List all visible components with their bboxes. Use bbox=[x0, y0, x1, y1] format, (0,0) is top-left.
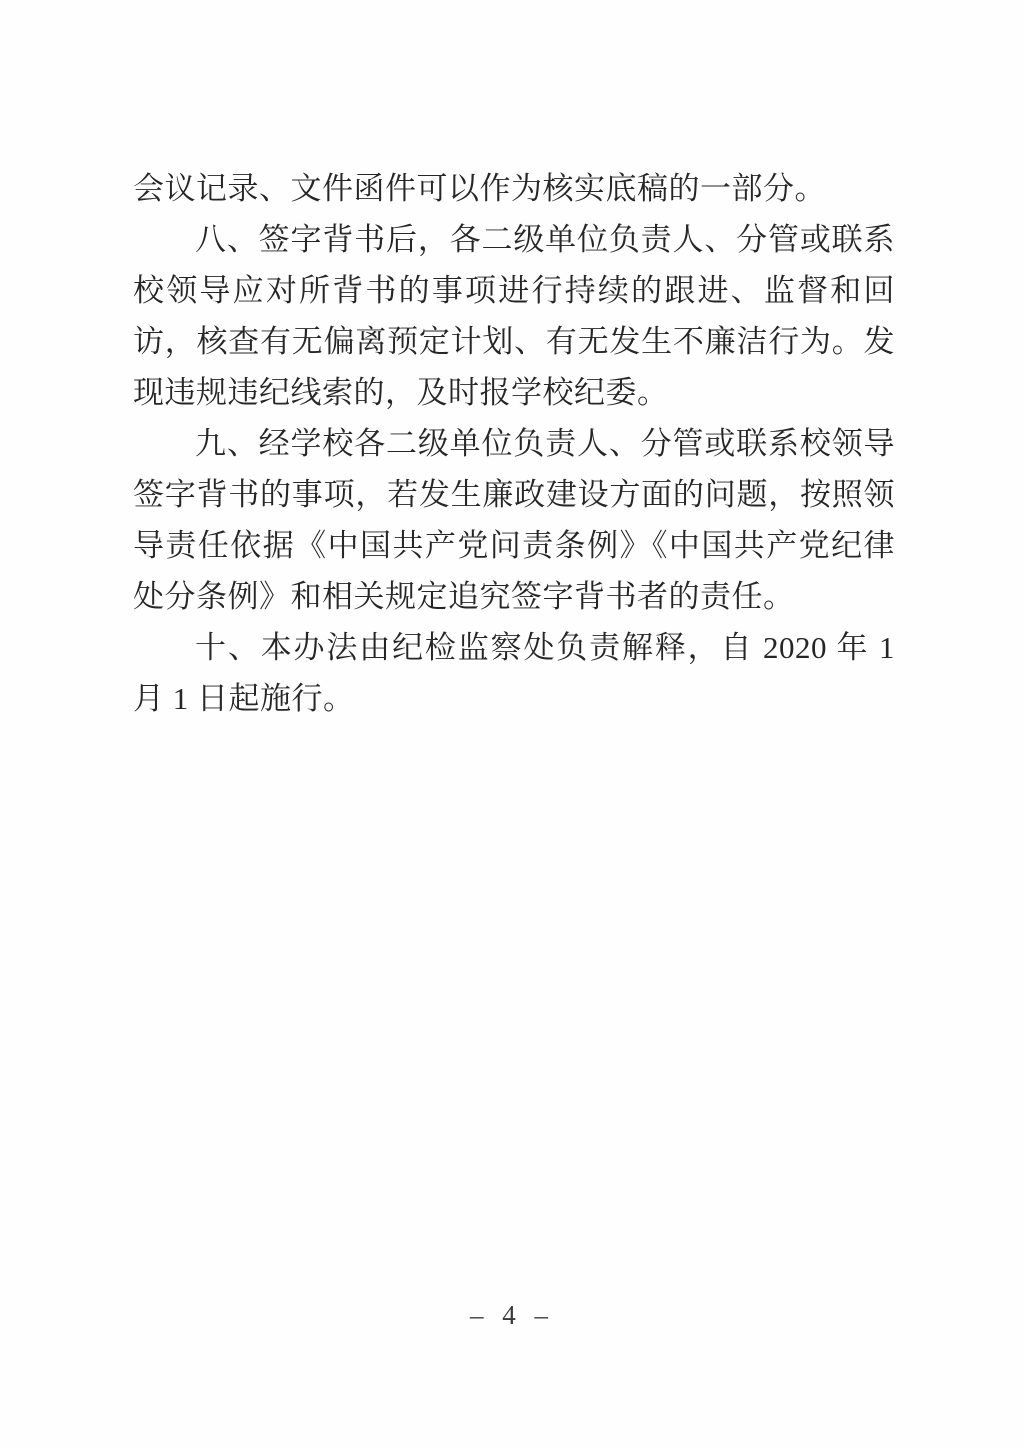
paragraph-item-10: 十、本办法由纪检监察处负责解释，自 2020 年 1 月 1 日起施行。 bbox=[133, 630, 895, 716]
document-body bbox=[133, 163, 895, 724]
page-number: – 4 – bbox=[470, 1300, 554, 1330]
paragraph-item-8: 八、签字背书后，各二级单位负责人、分管或联系校领导应对所背书的事项进行持续的跟进、监督和回访，核查有无偏离预定计划、有无发生不廉洁行为。发现违规违纪线索的，及时报学校纪委。 bbox=[133, 222, 895, 410]
paragraph-continuation: 会议记录、文件函件可以作为核实底稿的一部分。 bbox=[133, 171, 826, 206]
paragraph-item-9: 九、经学校各二级单位负责人、分管或联系校领导签字背书的事项，若发生廉政建设方面的问题，按照领导责任依据《中国共产党问责条例》《中国共产党纪律处分条例》和相关规定追究签字背书者的责任。 bbox=[133, 426, 895, 614]
